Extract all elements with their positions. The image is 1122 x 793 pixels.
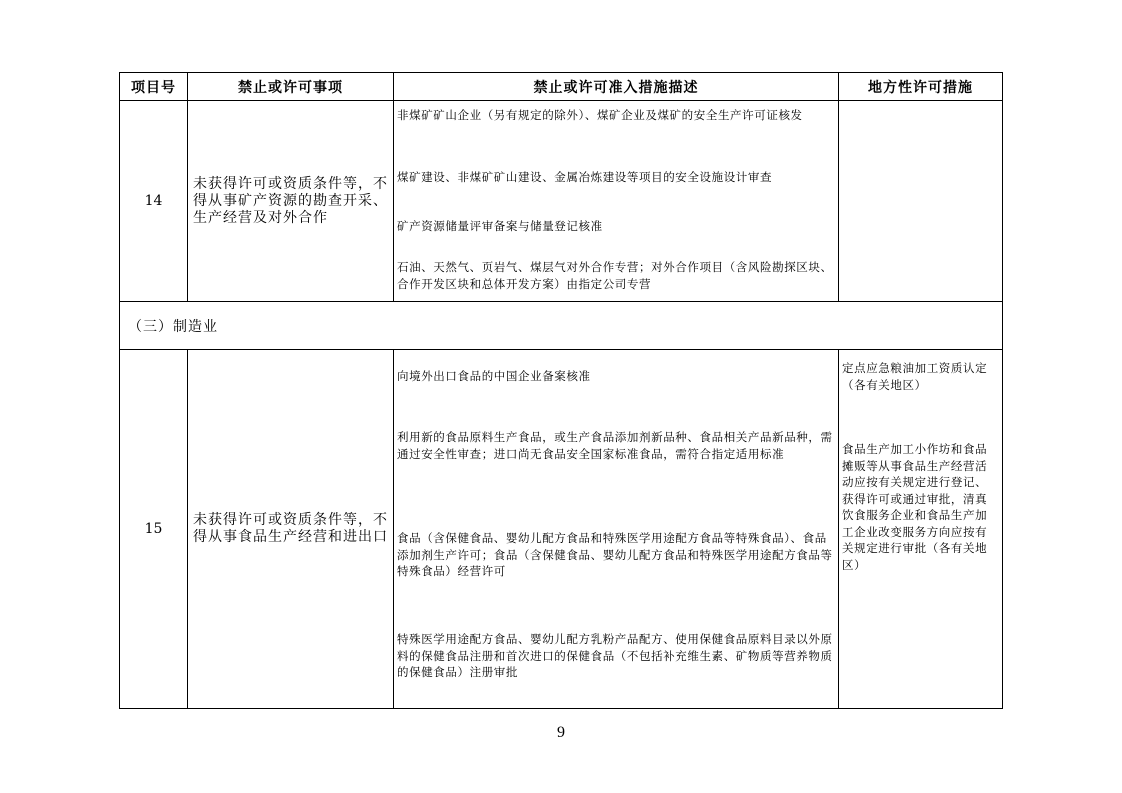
section-label: （三）制造业 bbox=[120, 302, 1003, 350]
local-measure-entry: 食品生产加工小作坊和食品摊贩等从事食品生产经营活动应按有关规定进行登记、获得许可或通过审批，清真饮食服务企业和食品生产加工企业改变服务方向应按有关规定进行审批（各有关地区） bbox=[842, 442, 988, 572]
header-description: 禁止或许可准入措施描述 bbox=[394, 73, 839, 101]
row-number: 15 bbox=[120, 350, 188, 709]
description-entry: 向境外出口食品的中国企业备案核准 bbox=[397, 369, 591, 383]
table-row bbox=[120, 101, 1003, 302]
local-measure-entry: 定点应急粮油加工资质认定（各有关地区） bbox=[842, 361, 988, 392]
page-number: 9 bbox=[557, 724, 565, 741]
description-entry: 矿产资源储量评审备案与储量登记核准 bbox=[397, 219, 603, 233]
regulation-table bbox=[119, 72, 1003, 709]
row-item: 未获得许可或资质条件等，不得从事矿产资源的勘查开采、生产经营及对外合作 bbox=[188, 101, 394, 302]
row-item: 未获得许可或资质条件等，不得从事食品生产经营和进出口 bbox=[188, 350, 394, 709]
table-header-row bbox=[120, 73, 1003, 101]
table-row bbox=[120, 350, 1003, 709]
header-item: 禁止或许可事项 bbox=[188, 73, 394, 101]
description-entry: 非煤矿矿山企业（另有规定的除外）、煤矿企业及煤矿的安全生产许可证核发 bbox=[397, 108, 803, 122]
row-local-measures bbox=[839, 350, 1003, 709]
description-entry: 石油、天然气、页岩气、煤层气对外合作专营；对外合作项目（含风险勘探区块、合作开发区块和总体开发方案）由指定公司专营 bbox=[397, 260, 833, 291]
description-entry: 煤矿建设、非煤矿矿山建设、金属冶炼建设等项目的安全设施设计审查 bbox=[397, 170, 773, 184]
header-item-number: 项目号 bbox=[120, 73, 188, 101]
header-local-measures: 地方性许可措施 bbox=[839, 73, 1003, 101]
regulation-table-container bbox=[119, 72, 1002, 709]
description-entry: 食品（含保健食品、婴幼儿配方食品和特殊医学用途配方食品等特殊食品）、食品添加剂生产许可；食品（含保健食品、婴幼儿配方食品和特殊医学用途配方食品等特殊食品）经营许可 bbox=[397, 531, 833, 578]
description-entry: 利用新的食品原料生产食品，或生产食品添加剂新品种、食品相关产品新品种，需通过安全性审查；进口尚无食品安全国家标准食品，需符合指定适用标准 bbox=[397, 430, 833, 461]
row-local-measures bbox=[839, 101, 1003, 302]
row-descriptions bbox=[394, 350, 839, 709]
row-descriptions bbox=[394, 101, 839, 302]
description-entry: 特殊医学用途配方食品、婴幼儿配方乳粉产品配方、使用保健食品原料目录以外原料的保健食品注册和首次进口的保健食品（不包括补充维生素、矿物质等营养物质的保健食品）注册审批 bbox=[397, 632, 833, 679]
row-number: 14 bbox=[120, 101, 188, 302]
section-row bbox=[120, 302, 1003, 350]
